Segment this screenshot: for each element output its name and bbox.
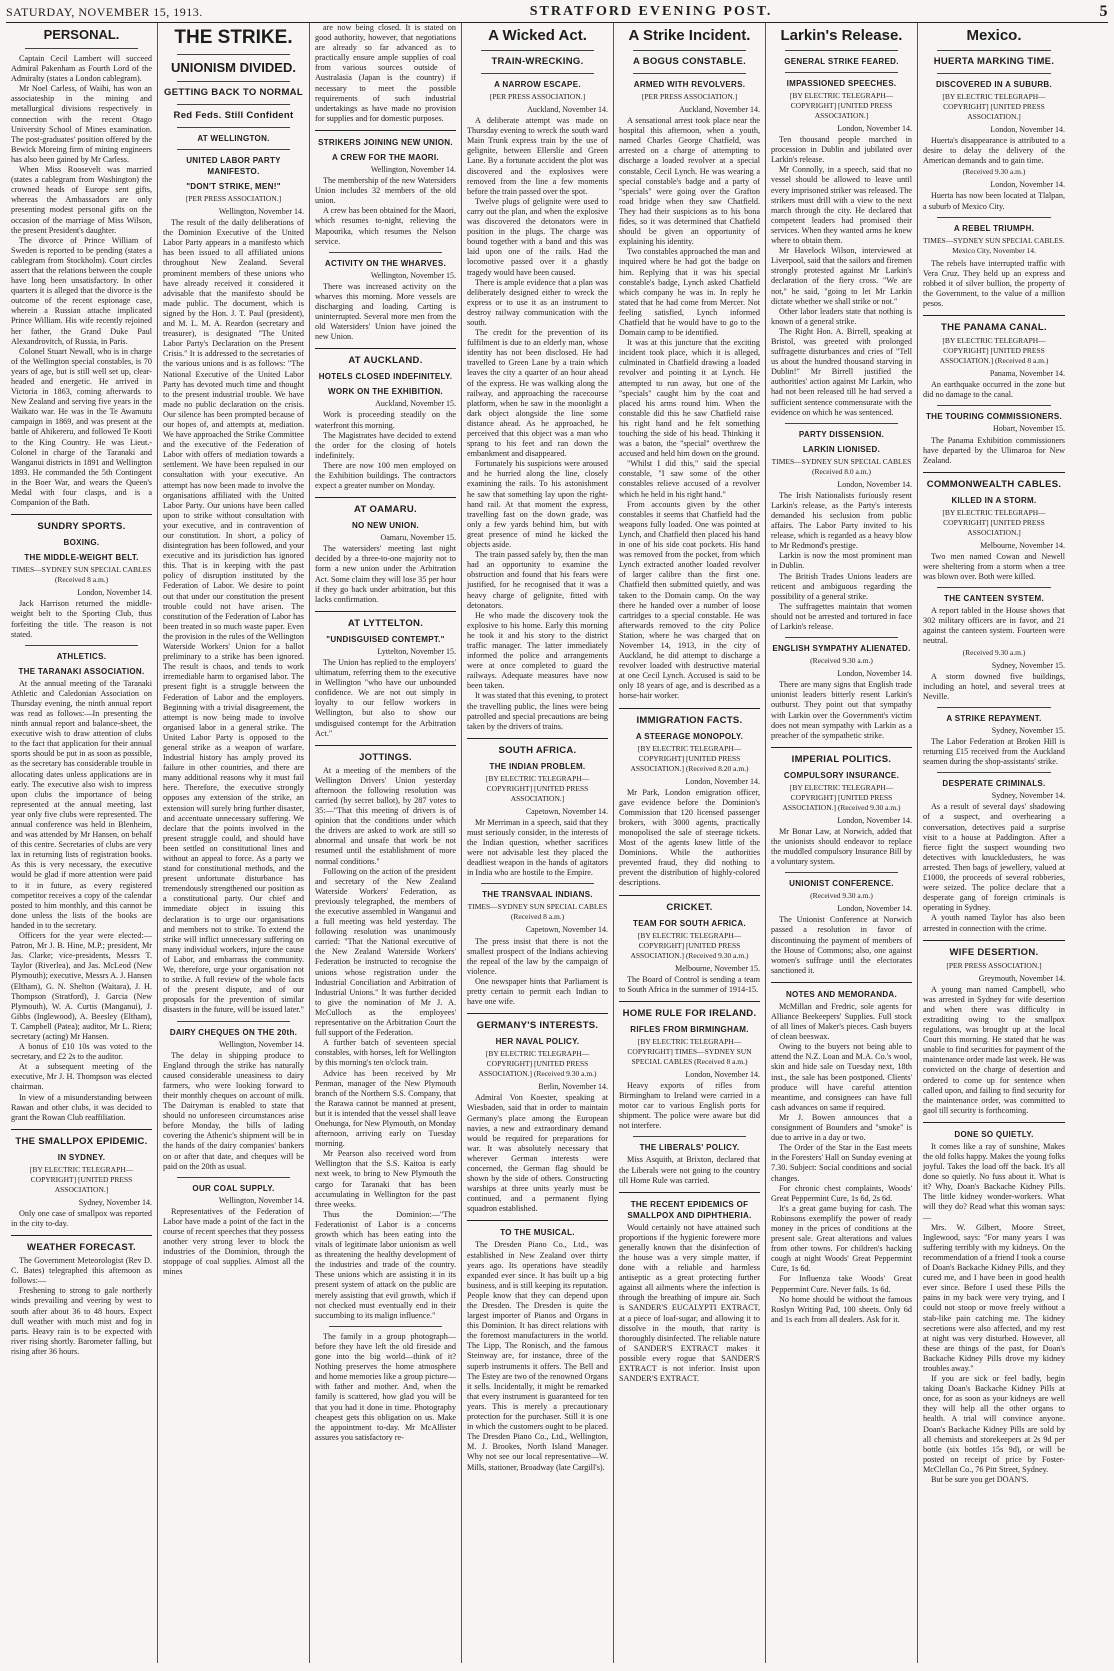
paragraph: Mr Merriman in a speech, said that they must seriously consider, in the interests of the Indian question, whether sacrifices were not advisable lest they placed the deadliest weapon in the hands of agitators in India who are hostile to the Empire. xyxy=(467,817,608,878)
headline-strike: THE STRIKE. xyxy=(174,27,293,48)
source-line: [BY ELECTRIC TELEGRAPH—COPYRIGHT] [UNITED PRESS ASSOCIATION.] (Received 9.30 a.m.) xyxy=(478,1049,597,1079)
paragraph: It comes like a ray of sunshine, Makes the old folks happy. Makes the young folks joyful. Takes the load off the back. It's all done so quietly. No fuss about it. What is it? Why, Doan's Backache Kidney Pills. The little kidney wonder-workers. What will they do? Read what this woman says:— xyxy=(923,1141,1065,1222)
paragraph: As a result of several days' shadowing of a suspect, and overhearing a conversation, detectives paid a surprise visit to a house at Paddington. After a fierce fight the suspect wounding two detectives with knuckledusters, he was arrested. Then bags of jewellery, valued at £1000, the proceeds of several robberies, were seized. The police declare that a desperate gang of foreign criminals is operating in Sydney. xyxy=(923,802,1065,913)
divider xyxy=(633,1136,746,1137)
divider xyxy=(315,745,456,746)
divider xyxy=(785,72,898,73)
paragraph: The Panama Exhibition commissioners have departed by the Ulimaroa for New Zealand. xyxy=(923,435,1065,465)
dateline: Sydney, November 14. xyxy=(991,791,1065,801)
divider xyxy=(785,637,898,638)
divider xyxy=(785,423,898,424)
paragraph: Two constables approached the man and inquired where he had got the badge on him. Replying that it was his special constable's badge, Lynch asked Chatfield which company he was in. In reply he stated that he had come from Mercer. Not feeling satisfied, Lynch informed Chatfield that he would have to go to the Domain camp to be identified. xyxy=(619,247,760,338)
divider xyxy=(177,104,290,105)
paragraph: Fortunately his suspicions were aroused and he hurried along the line, closely examining the rails. To his astonishment he saw that something lay upon the right-hand rail. At that moment the express, travelling fast on the down grade, was only a few yards behind him, but with great presence of mind he kicked the objects aside. xyxy=(467,459,608,550)
headline-germany: GERMANY'S INTERESTS. xyxy=(476,1020,599,1032)
subhead-team: TEAM FOR SOUTH AFRICA. xyxy=(633,918,746,928)
paragraph: The press insist that there is not the smallest prospect of the Indians achieving the repeal of the law by the campaign of violence. xyxy=(467,936,608,976)
paragraph: Colonel Stuart Newall, who is in charge of the Wellington special constables, is 70 years of age, but is still well set up, clear-headed and energetic. He arrived in Victoria in 1863, coming afterwards to New Zealand and serving five years in the Waikato war. He was in the Te Awamutu campaign in 1869, and was present at the battle of Ahikereru, and followed Te Kooti to the King Country. He was Lieut.-Colonel in charge of the Taranaki and Wanganui districts in 1891 and Wellington 1893. He commanded the 5th Contingent in the Boer War, and wears the Queen's Medal with four clasps, and is a Companion of the Bath. xyxy=(11,346,152,508)
paragraph: A bonus of £10 10s was voted to the secretary, and £2 2s to the auditor. xyxy=(11,1042,152,1062)
subhead-rifles: RIFLES FROM BIRMINGHAM. xyxy=(630,1024,749,1034)
page-number: 5 xyxy=(1099,3,1108,20)
paragraph: Huerta has now been located at Tlalpan, a suburb of Mexico City. xyxy=(923,191,1065,211)
paragraph: At a meeting of the members of the Wellington Drivers' Union yesterday afternoon the following resolution was carried (by secret ballot), by 287 votes to 35:—"That this meeting of drivers is of opinion that the conditions under which the drivers are asked to work are still so abnormal and unsafe that work be not resumed until the establishment of more normal conditions." xyxy=(315,765,456,866)
paragraph: are now being closed. It is stated on good authority, however, that negotiations are already so far advanced as to practically ensure ample supplies of coal from various sources outside of Australasia (Japan is the country) if necessary to meet the possible requirements of such industrial undertakings as have made no provision for supplies and for domestic purposes. xyxy=(315,23,456,123)
divider xyxy=(329,252,442,253)
paragraph: One newspaper hints that Parliament is pretty certain to permit each Indian to have one wife. xyxy=(467,976,608,1007)
subhead-liberals: THE LIBERALS' POLICY. xyxy=(639,1143,740,1153)
dateline: London, November 14. xyxy=(990,180,1065,190)
dateline: Oamaru, November 15. xyxy=(380,533,456,543)
divider xyxy=(177,1021,290,1022)
paragraph: The Right Hon. A. Birrell, speaking at Bristol, was greeted with prolonged suffragette disturbances and cries of "Tell us about the hundred thousand starving in Dublin!" Mr Birrell justified the authorities' action against Mr Larkin, who had not been released till he had served a sufficient sentence commensurate with the evidence on which he was sentenced. xyxy=(771,326,912,417)
subhead-wellington: AT WELLINGTON. xyxy=(197,134,270,143)
headline-mexico: Mexico. xyxy=(966,27,1022,44)
source-line: [BY ELECTRIC TELEGRAPH—COPYRIGHT] [UNITED PRESS ASSOCIATION.] xyxy=(29,1164,134,1194)
column-5 xyxy=(614,23,766,1663)
paragraph: Admiral Von Koester, speaking at Wiesbaden, said that in order to maintain Germany's place among the European navies, a new and extraordinary demand would be required for preparations for war. It was absolutely necessary that wherever German interests were concerned, the German flag should be shown by the side of others. Constructing warships at three units yearly must be continued, and a permanent flying squadron established. xyxy=(467,1093,608,1214)
paragraph: Mr Pearson also received word from Wellington that the S.S. Kaitoa is early next week, to bring to New Plymouth the cargo for Taranaki that has been accumulating in Wellington for the past three weeks. xyxy=(315,1149,456,1209)
paragraph: When Miss Roosevelt was married (states a cablegram from Washington) the crowned heads of Europe sent gifts, whereas the Ambassadors are only presenting modest personal gifts on the occasion of the marriage of Miss Wilson, the present President's daughter. xyxy=(11,165,152,235)
subhead-party: PARTY DISSENSION. xyxy=(798,429,885,439)
source-line: TIMES—SYDNEY SUN SPECIAL CABLES. Mexico City, November 14. xyxy=(923,235,1065,255)
paragraph: Mr Havelock Wilson, interviewed at Liverpool, said that the sailors and firemen strongly protested against Mr Larkin's declaration of the fiery cross. "We are not," he said, "going to let Mr Larkin dictate whether we shall strike or not." xyxy=(771,246,912,306)
headline-larkin: Larkin's Release. xyxy=(780,27,903,44)
column-6 xyxy=(766,23,918,1663)
column-1 xyxy=(6,23,158,1663)
paragraph: An earthquake occurred in the zone but did no damage to the canal. xyxy=(923,380,1065,400)
divider xyxy=(785,872,898,873)
paragraph: Huerta's disappearance is attributed to a desire to delay the delivery of the American demands and to gain time. xyxy=(923,136,1065,166)
headline-getting-back: GETTING BACK TO NORMAL xyxy=(164,87,303,98)
dateline: Melbourne, November 14. xyxy=(980,540,1065,550)
headline-personal: PERSONAL. xyxy=(43,27,120,42)
paragraph: The Irish Nationalists furiously resent Larkin's release, as the Party's interests demanded his seclusion from public affairs. The Labor Party invited to his release, which is regarded as a heavy blow to Mr Redmond's prestige. xyxy=(771,490,912,551)
dateline: Sydney, November 14. xyxy=(78,1197,152,1207)
divider xyxy=(315,130,456,131)
column-4 xyxy=(462,23,614,1663)
subhead-taranaki: THE TARANAKI ASSOCIATION. xyxy=(18,666,145,676)
paragraph: Mr J. Bowen announces that a consignment of Bounders and "smoke" is due to arrive in a day or two. xyxy=(771,1112,912,1143)
issue-date: SATURDAY, NOVEMBER 15, 1913. xyxy=(6,4,203,19)
divider xyxy=(619,1192,760,1193)
divider xyxy=(937,587,1051,588)
subhead-athletics: ATHLETICS. xyxy=(56,651,107,661)
paragraph: Mr Connolly, in a speech, said that no vessel should be allowed to leave until every imprisoned striker was released. The strikers must drill with a view to the next march through the city. He declared that competent leaders had promised their services. When they wanted arms he knew where to obtain them. xyxy=(771,165,912,246)
source-line: [BY ELECTRIC TELEGRAPH—COPYRIGHT] [UNITED PRESS ASSOCIATION.] xyxy=(789,91,894,120)
paragraph: A young man named Campbell, who was arrested in Sydney for wife desertion and when there was difficulty in extraditing owing to the smallpox regulations, was brought up at the local Court this morning. He stated that he was unable to find securities for payment of the maintenance order made last week. He was convicted on the charge of desertion and ordered to come up for sentence when called upon, and failing to find security for the maintenance order, was committed to gaol till security is forthcoming. xyxy=(923,984,1065,1115)
paragraph: Twelve plugs of gelignite were used to carry out the plan, and when the explosive was discovered the detonators were in position in the plugs. The charge was bound together with a band and this was laid upon one of the rails. Had the locomotive passed over it a ghastly tragedy would have been caused. xyxy=(467,196,608,277)
divider xyxy=(467,1013,608,1014)
paragraph: Ten thousand people marched in procession in Dublin and jubilated over Larkin's release. xyxy=(771,135,912,165)
paragraph: A deliberate attempt was made on Thursday evening to wreck the south ward Main Trunk express train by the use of gelignite, between Ellerslie and Green Lane. By a fortunate accident the plot was discovered and the explosives were removed from the line a few moments before the train passed over the spot. xyxy=(467,116,608,196)
headline-south-africa: SOUTH AFRICA. xyxy=(498,744,577,756)
source-line: [BY ELECTRIC TELEGRAPH—COPYRIGHT] [UNITED PRESS ASSOCIATION.] (Received 8 a.m.) xyxy=(939,336,1049,366)
divider xyxy=(923,940,1065,941)
paragraph: Mr Noel Carless, of Waihi, has won an associateship in the mining and metallurgical divisions respectively in connection with the recent Otago University School of Mines examination. The post-graduates' position offered by the Bewick Moreing firm of mining engineers has also been gained by Mr Carless. xyxy=(11,84,152,164)
source-line: [PER PRESS ASSOCIATION.] xyxy=(185,194,282,203)
columns xyxy=(6,23,1108,1663)
subhead-hotels: HOTELS CLOSED INDEFINITELY. xyxy=(318,372,453,382)
divider xyxy=(177,54,290,55)
paragraph: There was increased activity on the wharves this morning. More vessels are discharging and loading. Carting is uninterrupted. Several more men from the old Watersiders' Union have joined the new Union. xyxy=(315,281,456,342)
headline-wife-desertion: WIFE DESERTION. xyxy=(949,946,1039,958)
subhead-musical: TO THE MUSICAL. xyxy=(500,1228,575,1238)
headline-huerta: HUERTA MARKING TIME. xyxy=(933,56,1055,67)
dateline: Capetown, November 14. xyxy=(525,925,608,935)
headline-cricket: CRICKET. xyxy=(666,901,713,913)
source-line: [BY ELECTRIC TELEGRAPH—COPYRIGHT] [UNITED PRESS ASSOCIATION.] (Received 9.30 a.m.) xyxy=(630,930,749,960)
divider xyxy=(633,50,746,51)
paragraph: It was at this juncture that the exciting incident took place, which it is alleged, culminated in Chatfield drawing a loaded revolver and pointing it at Lynch. He attempted to run away, but one of the "specials" caught him by the coat and placed his arms round him. When the constable did this he saw Chatfield raise his right hand and he felt something touching the side of his head. Thinking it was a baton, the "special" overthrew the accused and held him down on the ground. xyxy=(619,338,760,459)
dateline: Hobart, November 15. xyxy=(993,424,1065,434)
subhead-killed: KILLED IN A STORM. xyxy=(951,495,1037,505)
dateline: London, November 14. xyxy=(685,776,760,786)
paragraph: The credit for the prevention of its fulfilment is due to an elderly man, whose identity has not been disclosed. He had travelled to Green Lane by a train which leaves the city a quarter of an hour ahead of the express. He was walking along the railway, and approaching the racecourse platform, when he saw in the moonlight a dark object alongside the line some distance ahead. As he approached, he perceived that this object was a man who sprang to his feet and ran down the embankment and disappeared. xyxy=(467,328,608,459)
received-line: (Received 9.30 a.m.) xyxy=(962,167,1026,177)
source-line: TIMES—SYDNEY SUN SPECIAL CABLES (Received 8 a.m.) xyxy=(467,902,608,922)
divider xyxy=(771,747,912,748)
headline-weather: WEATHER FORECAST. xyxy=(27,1242,136,1254)
headline-red-feds: Red Feds. Still Confident xyxy=(173,110,294,121)
headline-sports: SUNDRY SPORTS. xyxy=(37,521,126,533)
paragraph: For chronic chest complaints, Woods' Great Peppermint Cure, 1s 6d, 2s 6d. xyxy=(771,1183,912,1203)
subhead-unionist: UNIONIST CONFERENCE. xyxy=(789,879,894,889)
dateline: Auckland, November 15. xyxy=(375,399,456,409)
subhead-done-quietly: DONE SO QUIETLY. xyxy=(954,1129,1034,1139)
paragraph: Advice has been received by Mr Penman, manager of the New Plymouth branch of the Northern S.S. Company, that the Rarawa cannot be manned at present, but it is intended that the vessel shall leave Onehunga, for New Plymouth, on Monday afternoon, arriving early on Tuesday morning. xyxy=(315,1068,456,1149)
headline-train-wrecking: TRAIN-WRECKING. xyxy=(491,56,584,67)
paragraph: Officers for the year were elected:—Patron, Mr J. B. Hine, M.P.; president, Mr Jas. Clarke; vice-presidents, Messrs T. Taylor (Riverlea), and Jas. McLeod (New Plymouth); executive, Messrs A. J. Hansen (Eltham), G. N. Shelton (Waitara), J. H. Thompson (Stratford), J. Garcia (New Plymouth), W. A. Curtis (Manganui), J. Gibbs (Inglewood), A. Beesley (Eltham), T. Campbell (Patea); auditor, Mr L. Riera; secretary (acting) Mr Hansen. xyxy=(11,931,152,1041)
headline-bogus-constable: A BOGUS CONSTABLE. xyxy=(632,56,747,67)
subhead-notes: NOTES AND MEMORANDA. xyxy=(785,989,898,999)
paragraph: The rebels have interrupted traffic with Vera Cruz. They held up an express and robbed it of silver bullion, the property of the Government, to the value of a million pesos. xyxy=(923,258,1065,309)
paragraph: Only one case of smallpox was reported in the city to-day. xyxy=(11,1208,152,1228)
dateline: Greymouth, November 14. xyxy=(978,973,1065,983)
paragraph: Following on the action of the president and secretary of the New Zealand Waterside Workers' Federation, as previously telegraphed, the members of the executive assembled in Wanganui and a full meeting was held yesterday. The following resolution was unanimously carried: "That the National executive of the New Zealand Waterside Workers' Federation be instructed to recognise the unions whose registration under the Industrial Conciliation and Arbitration of Industrial Unions." It was further decided to give the nomination of Mr J. A. McCulloch as the employees' representative on the Arbitration Court the full support of the Federation. xyxy=(315,866,456,1038)
divider xyxy=(937,772,1051,773)
headline-immigration: IMMIGRATION FACTS. xyxy=(636,714,743,726)
paragraph: The Government Meteorologist (Rev D. C. Bates) telegraphed this afternoon as follows:— xyxy=(11,1256,152,1286)
divider xyxy=(923,472,1065,473)
column-7 xyxy=(918,23,1070,1663)
divider xyxy=(923,1122,1065,1123)
divider xyxy=(315,348,456,349)
divider xyxy=(315,497,456,498)
paragraph: The membership of the new Watersiders Union includes 32 members of the old union. xyxy=(315,176,456,206)
dateline: London, November 14. xyxy=(837,479,912,489)
paragraph: A further batch of seventeen special constables, with horses, left for Wellington by this morning's ten o'clock train. xyxy=(315,1038,456,1068)
column-2 xyxy=(158,23,310,1663)
subhead-canteen: THE CANTEEN SYSTEM. xyxy=(944,594,1044,604)
paragraph: Heavy exports of rifles from Birmingham to Ireland were carried in a motor car to various English ports for shipment. The police were aware but did not interfere. xyxy=(619,1080,760,1131)
headline-lyttelton: AT LYTTELTON. xyxy=(347,617,424,629)
paragraph: In view of a misunderstanding between Rawan and other clubs, it was decided to grant the Rowan Club reaffiliation. xyxy=(11,1092,152,1122)
dateline: Berlin, November 14. xyxy=(538,1082,608,1092)
divider xyxy=(25,48,138,49)
subhead-sympathy: ENGLISH SYMPATHY ALIENATED. xyxy=(772,644,911,654)
paragraph: Owing to the buyers not being able to attend the N.Z. Loan and M.A. Co.'s wool, skin and hide sale on Tuesday next, 18th inst., the sale has been postponed. Clients' produce will have careful attention meantime, and consignees can have full cash advances on same if required. xyxy=(771,1042,912,1112)
paragraph: But be sure you get DOAN'S. xyxy=(931,1475,1029,1484)
divider xyxy=(177,149,290,150)
paragraph: The result of the daily deliberations of the Dominion Executive of the United Labor Party appears in a manifesto which has been issued to all affiliated unions throughout New Zealand. Several prominent members of these unions who have already received it considered it advisable that the manifesto should be made public. The document, which is signed by the Hon. J. T. Paul (president), and M. L. M. A. Reardon (secretary and treasurer), is designated "The United Labor Party's Declaration on the Present Crisis." It is addressed to the secretaries of the various unions and is as follows: "The National Executive of the United Labor Party has devoted much time and thought to the present industrial trouble. We have made no public declaration on the crisis. Our silence has been prompted because of our hopes of, and attempts at, mediation. We have approached the Strike Committee and the executive of the Federation of Labor with offers of mediation towards a settlement. We have been repulsed in our consultation with your executive. An attempt has now been made to involve the organisations affiliated with the United Labor Party. Our unions have been called upon to strike without consultation with your executive, and in contravention of our constitution. In short, a policy of disintegration has been followed, and your executive and its jurisdiction has ignored this. That is in keeping with the past policy of disruption instituted by the Federation of Labor. We desire to point out that under our constitution the present trouble could not have arisen. The constitution of the Federation of Labor has been treated in so much waste paper. Even the provision in the rules of the Wellington Waterside Workers' Union for a ballot preliminary to a strike has been ignored. The result is chaos, and tends to work irremediable harm to organised labor. The present fight is a struggle between the Federation of Labor and the employers. Beginning with a trivial disagreement, the attempt is now being made to involve organised labor in a general strike. The United Labor Party is opposed to the general strike as a weapon of warfare. Industrial history has amply proved its failure in other countries, and there are many additional reasons why it must fail here. Therefore, the executive strongly opposes any extension of the strike, an extension will surely bring further disaster, and accentuate unnecessary suffering. We declare that the points involved in the present struggle could, and should have been settled on constitutional lines and without an appeal to force. As a party we stand for constitutional methods, and the present unfortunate disturbance has tremendously strengthened our position as a constitutional party. Our chief and immediate object in issuing this declaration is to urge our organisations and members not to strike. To extend the strike will inflict unnecessary suffering on many individual workers, injure the cause of Labor, and embarrass the community. We, therefore, urge your organisation not to strike. A full review of the whole facts of the present dispute, and of our proposals for the prevention of similar disasters in the future, will be issued later." xyxy=(163,218,304,1015)
dateline: Capetown, November 14. xyxy=(525,806,608,816)
dateline: London, November 14. xyxy=(837,904,912,914)
paragraph: The delay in shipping produce to England through the strike has naturally caused considerable uneasiness to dairy farmers, who were looking forward to their monthly cheques on account of milk. The Dairyman is enabled to state that should no unforeseen circumstances arise before Monday, the bills of lading covering the Athenic's shipment will be in the hands of the dairy companies' bankers on or after that date, and cheques will be paid on the 20th as usual. xyxy=(163,1050,304,1171)
subhead-naval: HER NAVAL POLICY. xyxy=(495,1037,580,1047)
subhead-work: WORK ON THE EXHIBITION. xyxy=(328,387,443,397)
paragraph: The family in a group photograph—before they have left the old fireside and gone into the big world—think of it? Nothing preserves the home atmosphere and home memories like a group picture—with father and mother. And, when the family is scattered, how glad you will be that you had it done in time. Photography cheapest gets this obligation on us. Make the appointment to-day. Mr McAllister assures you satisfactory re- xyxy=(315,1331,456,1442)
paragraph: The divorce of Prince William of Sweden is reported to be pending (states a cablegram from Stockholm). Court circles assert that the relations between the couple have long been unsatisfactory. In other quarters it is alleged that the divorce is the outcome of the recent espionage case, wherein a Russian attache implicated Prince William. His wife recently rejoined her father, the Grand Duke Paul Alexandrovitch, of Russia, in Paris. xyxy=(11,235,152,346)
headline-oamaru: AT OAMARU. xyxy=(354,504,417,516)
paragraph: There are now 100 men employed on the Exhibition buildings. The contractors expect a greater number on Monday. xyxy=(315,460,456,491)
divider xyxy=(937,217,1051,218)
paragraph: Freshening to strong to gale northerly winds prevailing and veering by west to south after about 36 to 48 hours. Expect dull weather with much mist and fog in parts. Heavy rain is to be expected with river rising shortly. Barometer falling, but rising after 36 hours. xyxy=(11,1286,152,1356)
subhead-activity: ACTIVITY ON THE WHARVES. xyxy=(324,258,447,268)
dateline: London, November 14. xyxy=(837,124,912,133)
dateline: Sydney, November 15. xyxy=(991,660,1065,670)
paragraph: From accounts given by the other constables it seems that Chatfield had the weapons fully loaded. One was pointed at Lynch, and Chatfield then placed his hand in one of his side coat pockets. His hand was removed from the pocket, from which Lynch extracted another loaded revolver of larger calibre than the first one. Chatfield then submitted quietly, and was taken to the Domain camp. On the way there he handed over a number of loose cartridges to a special constable. He was afterwards removed to the city Police Station, where he was charged that on November 14, 1913, in the city of Auckland, he did attempt to discharge a revolver loaded with destructive material at one Cecil Lynch. Accused is said to be only 18 years of age, and is described as a horse-hair worker. xyxy=(619,499,760,701)
subhead-epidemics: THE RECENT EPIDEMICS OF SMALLPOX AND DIPHTHERIA. xyxy=(627,1199,752,1220)
source-line: TIMES—SYDNEY SUN SPECIAL CABLES (Received 8.0 a.m.) xyxy=(771,456,912,476)
source-line: [BY ELECTRIC TELEGRAPH—COPYRIGHT] TIMES—SYDNEY SUN SPECIAL CABLES (Received 8 a.m.) xyxy=(627,1036,752,1066)
paragraph: The Dresden Piano Co., Ltd., was established in New Zealand over thirty years ago. Its operations have steadily expanded ever since. It has built up a big business, and is still keeping its reputation. People know that they can depend upon the Dresden. The Dresden is quite the largest importer of Pianos and Organs in this Dominion. It has direct relations with the foremost manufacturers in the world. The Lipp, The Ronisch, and the famous Steinway are, for instance, three of the superb instruments it offers. The Bell and The Estey are two of the renowned Organs it sells. Incidentally, it might be remarked that every instrument is guaranteed for ten years. This is merely a precautionary protection for the purchaser. Still it is one in which the customers ought to be placed. The Dresden Piano Co., Ltd., Wellington, M. J. Brookes, North Island Manager. Why not see our local representative—W. Mills, stationer, Broadway (late Cargill's). xyxy=(467,1240,608,1472)
masthead xyxy=(6,4,1108,20)
paragraph: It's a great game buying for cash. The Robinsons exemplify the power of ready money in the prices of conditions at the present sale. Great alterations and values from other towns. For children's hacking cough at night Woods' Great Peppermint Cure, 1s 6d. xyxy=(771,1203,912,1274)
paragraph: If you are sick or feel badly, begin taking Doan's Backache Kidney Pills at once, for as soon as your kidneys are well they will help all the other organs to health. A trial will convince anyone. Doan's Backache Kidney Pills are sold by all chemists and storekeepers at 2s 9d per bottle (six bottles 15s 9d), or will be posted on receipt of price by Foster-McClellan Co., 76 Pitt Street, Sydney. xyxy=(923,1374,1065,1474)
paragraph: A report tabled in the House shows that 302 military officers are in favor, and 21 against the canteen system. Fourteen were neutral. xyxy=(923,606,1065,646)
paragraph: Work is proceeding steadily on the waterfront this morning. xyxy=(315,410,456,430)
paragraph: A sensational arrest took place near the hospital this afternoon, when a youth, named Charles George Chatfield, was arrested on a charge of attempting to discharge a loaded revolver at a special constable, Cecil Lynch. He was wearing a special constable's badge and a party of "specials" were going over the Grafton road bridge when they saw Chatfield. They had their suspicions as to his bona fides, so it was determined that Chatfield should be given an opportunity of explaining his identity. xyxy=(619,116,760,247)
divider xyxy=(633,73,746,74)
dateline: London, November 14. xyxy=(77,588,152,598)
divider xyxy=(329,1326,442,1327)
source-line: [BY ELECTRIC TELEGRAPH—COPYRIGHT] [UNITED PRESS ASSOCIATION.] xyxy=(942,92,1046,121)
divider xyxy=(467,1220,608,1221)
divider xyxy=(11,514,152,515)
subhead-indian-problem: THE INDIAN PROBLEM. xyxy=(489,761,586,771)
paragraph: Jack Harrison returned the middle-weight belt to the Sporting Club, thus forfeiting the title. The reason is not stated. xyxy=(11,599,152,639)
source-line: [PER PRESS ASSOCIATION.] xyxy=(946,960,1042,970)
paragraph: The watersiders' meeting last night decided by a three-to-one majority not to form a new union under the Arbitration Act. Some claim they will lose 35 per hour if they go back under arbitration, but this lacks confirmation. xyxy=(315,544,456,604)
source-line: TIMES—SYDNEY SUN SPECIAL CABLES (Received 8 a.m.) xyxy=(11,565,152,585)
paragraph: Mr Park, London emigration officer, gave evidence before the Dominion's Commission that 120 licensed passenger brokers, with 3000 agents, practically monopolised the sale of steerage tickets. Most of the agents knew little of the Dominions. While the authorities prevented fraud, they did nothing to prevent the distribution of highly-colored descriptions. xyxy=(619,787,760,888)
headline-wicked-act: A Wicked Act. xyxy=(488,27,587,44)
divider xyxy=(11,1235,152,1236)
subhead-impassioned: IMPASSIONED SPEECHES. xyxy=(786,79,897,88)
subhead-lionised: LARKIN LIONISED. xyxy=(802,444,881,454)
subhead-general-strike: GENERAL STRIKE FEARED. xyxy=(784,57,899,66)
subhead-ulp: UNITED LABOR PARTY MANIFESTO. xyxy=(186,156,281,176)
divider xyxy=(937,405,1051,406)
subhead-dont-strike: "DON'T STRIKE, MEN!" xyxy=(186,182,281,191)
subhead-narrow-escape: A NARROW ESCAPE. xyxy=(494,80,581,89)
paragraph: The Order of the Star in the East meets in the Foresters' Hall on Sunday evening at 7.30. Subject: Social conditions and social changes. xyxy=(771,1143,912,1183)
paragraph: Larkin is now the most prominent man in Dublin. xyxy=(771,551,912,571)
source-line: [PER PRESS ASSOCIATION.] xyxy=(641,92,738,101)
dateline: Wellington, November 14. xyxy=(218,207,304,216)
paragraph: Thus the Dominion:—"The Federationist of Labor is a concerns growth which has been eating into the vitals of legitimate labor unionism as well as threatening the healthy development of the industries and trade of the country. These unions which are assisting it in its present system of attack on the public are merely assisting that evil growth, which if not checked must eventually end in their succumbing to its malign influence." xyxy=(315,1209,456,1320)
dateline: Auckland, November 14. xyxy=(527,105,608,114)
divider xyxy=(481,73,594,74)
subhead-desperate: DESPERATE CRIMINALS. xyxy=(942,779,1046,789)
source-line: [BY ELECTRIC TELEGRAPH—COPYRIGHT] [UNITED PRESS ASSOCIATION.] (Received 9.30 a.m.) xyxy=(782,782,901,812)
paragraph: Two men named Cowan and Newell were sheltering from a storm when a tree was blown over. Both were killed. xyxy=(923,551,1065,582)
column-3 xyxy=(310,23,462,1663)
divider xyxy=(467,738,608,739)
headline-strike-incident: A Strike Incident. xyxy=(628,27,751,44)
divider xyxy=(177,81,290,82)
source-line: [PER PRESS ASSOCIATION.] xyxy=(489,92,586,101)
paragraph: The Board of Control is sending a team to South Africa in the summer of 1914-15. xyxy=(619,974,760,994)
paragraph: Captain Cecil Lambert will succeed Admiral Pakenham as Fourth Lord of the Admiralty (states a London cablegram). xyxy=(11,54,152,84)
dateline: Wellington, November 14. xyxy=(370,164,456,174)
paragraph: Mrs. W. Gilbert, Moore Street, Inglewood, says: "For many years I was suffering terribly with my kidneys. On the recommendation of a friend I took a course of Doan's Backache Kidney Pills, and they cured me, and I have been in good health ever since. Before I used these Pills the pains in my back were very trying, and I could not stoop or move freely without a stab-like pain catching me. The kidney secretions were also affected, and my rest at night was very disturbed. However, all these are things of the past, for Doan's Backache Kidney Pills drove my kidney troubles away." xyxy=(923,1222,1065,1373)
paragraph: It was stated that this evening, to protect the travelling public, the lines were being patrolled and special precautions are being taken by the drivers of trains. xyxy=(467,691,608,731)
divider xyxy=(11,1129,152,1130)
subhead-strikers: STRIKERS JOINING NEW UNION. xyxy=(318,137,453,147)
subhead-steerage: A STEERAGE MONOPOLY. xyxy=(635,731,744,741)
dateline: Sydney, November 15. xyxy=(991,725,1065,735)
received-line: (Received 9.30 a.m.) xyxy=(962,647,1026,657)
divider xyxy=(177,127,290,128)
dateline: London, November 14. xyxy=(837,669,912,679)
subhead-discovered: DISCOVERED IN A SUBURB. xyxy=(935,80,1053,89)
headline-smallpox: THE SMALLPOX EPIDEMIC. xyxy=(15,1135,148,1147)
paragraph: He who made the discovery took the explosive to his home. Early this morning he took it and his story to the district traffic manager. The latter immediately informed the police and arrangements were at once completed to guard the railways. Adequate measures have now been taken. xyxy=(467,610,608,691)
divider xyxy=(481,883,594,884)
subhead-no-new-union: NO NEW UNION. xyxy=(351,521,419,531)
source-line: (Received 9.30 a.m.) xyxy=(810,891,873,901)
dateline: Melbourne, November 15. xyxy=(675,963,760,973)
paragraph: Would certainly not have attained such proportions if the hygienic forewere more generally known that the disinfection of the house was a very simple matter, if done with a reliable and harmless antiseptic as a great protecting further against all ailments where the infection is through the breathing of impure air. Such is SANDER'S EUCALYPTI EXTRACT, at a piece of loaf-sugar, and allowing it to dissolve in the mouth, that rarity is thoroughly disinfected. The reliable nature of SANDER'S EXTRACT makes it possible every rogue that SANDER'S EXTRACT is not inferior. Insist upon SANDER'S EXTRACT. xyxy=(619,1222,760,1384)
headline-commonwealth: COMMONWEALTH CABLES. xyxy=(926,478,1062,490)
dateline: London, November 14. xyxy=(837,815,912,825)
subhead-coal: OUR COAL SUPPLY. xyxy=(192,1183,275,1193)
divider xyxy=(785,50,898,51)
subhead-middleweight: THE MIDDLE-WEIGHT BELT. xyxy=(24,553,139,563)
paragraph: The British Trades Unions leaders are reticent and ambiguous regarding the possibility of a general strike. xyxy=(771,571,912,601)
subhead-rebel: A REBEL TRIUMPH. xyxy=(953,223,1035,233)
divider xyxy=(619,895,760,896)
paragraph: A storm downed five buildings, including an hotel, and several trees at Neville. xyxy=(923,671,1065,701)
divider xyxy=(923,315,1065,316)
divider xyxy=(619,708,760,709)
subhead-repayment: A STRIKE REPAYMENT. xyxy=(946,713,1042,723)
paragraph: Miss Asquith, at Brixton, declared that the Liberals were not going to the country till Home Rule was carried. xyxy=(619,1155,760,1185)
paragraph: No home should be without the famous Roslyn Writing Pad, 100 sheets. Only 6d and 1s each from all dealers. Ask for it. xyxy=(771,1294,912,1324)
paragraph: There are many signs that English trade unionist leaders bitterly resent Larkin's outburst. They point out that sympathy with Larkin over the Government's victim does not mean sympathy with Larkin as a preacher of the sympathetic strike. xyxy=(771,680,912,740)
paragraph: Representatives of the Federation of Labor have made a point of the fact in the course of recent speeches that they possess another very strong lever to block the industries of the Dominion, through the stoppage of coal supplies. Almost all the mines xyxy=(163,1206,304,1277)
dateline: London, November 14. xyxy=(990,125,1065,134)
dateline: Wellington, November 14. xyxy=(218,1039,304,1049)
dateline: Auckland, November 14. xyxy=(679,105,760,114)
paragraph: For Influenza take Woods' Great Peppermint Cure. Never fails. 1s 6d. xyxy=(771,1274,912,1294)
paragraph: Mr Bonar Law, at Norwich, added that the unionists should endeavor to replace the muddled compulsory Insurance Bill by a voluntary system. xyxy=(771,826,912,867)
paragraph: A crew has been obtained for the Maori, which resumes to-night, relieving the Mapourika, which resumes the Nelson service. xyxy=(315,206,456,246)
divider xyxy=(177,1177,290,1178)
divider xyxy=(937,707,1051,708)
headline-imperial: IMPERIAL POLITICS. xyxy=(791,753,892,765)
dateline: London, November 14. xyxy=(685,1069,760,1079)
paragraph: The Unionist Conference at Norwich passed a resolution in favor of discontinuing the payment of members of the House of Commons; also, one against women's suffrage until the electorates sanctioned it. xyxy=(771,915,912,975)
subhead-sydney: IN SYDNEY. xyxy=(57,1152,106,1162)
divider xyxy=(937,73,1051,74)
headline-unionism: UNIONISM DIVIDED. xyxy=(171,60,296,75)
subhead-armed: ARMED WITH REVOLVERS. xyxy=(633,80,746,89)
divider xyxy=(481,50,594,51)
paragraph: The Magistrates have decided to extend the order for the closing of hotels indefinitely. xyxy=(315,430,456,460)
paragraph: Other labor leaders state that nothing is known of a general strike. xyxy=(771,306,912,326)
paper-title: STRATFORD EVENING POST. xyxy=(529,4,773,19)
source-line: [BY ELECTRIC TELEGRAPH—COPYRIGHT] [UNITED PRESS ASSOCIATION.] xyxy=(485,773,590,803)
divider xyxy=(25,645,138,646)
subhead-crew: A CREW FOR THE MAORI. xyxy=(332,152,439,162)
headline-jottings: JOTTINGS. xyxy=(359,751,412,763)
subhead-compulsory: COMPULSORY INSURANCE. xyxy=(783,770,900,780)
paragraph: There is ample evidence that a plan was deliberately designed either to wreck the express or to use it as an instrument to destroy railway communication with the south. xyxy=(467,277,608,327)
headline-panama: THE PANAMA CANAL. xyxy=(941,322,1047,334)
headline-auckland: AT AUCKLAND. xyxy=(348,355,423,367)
source-line: [BY ELECTRIC TELEGRAPH—COPYRIGHT] [UNITED PRESS ASSOCIATION.] xyxy=(942,507,1046,537)
subhead-dairy: DAIRY CHEQUES ON THE 20th. xyxy=(169,1027,298,1037)
dateline: Wellington, November 14. xyxy=(218,1195,304,1205)
dateline: Panama, November 14. xyxy=(989,369,1065,379)
subhead-touring: THE TOURING COMMISSIONERS. xyxy=(925,412,1063,422)
headline-home-rule: HOME RULE FOR IRELAND. xyxy=(622,1007,757,1019)
paragraph: At the annual meeting of the Taranaki Athletic and Caledonian Association on Thursday evening, the ninth annual report was read as follows:—In presenting the ninth annual report and balance-sheet, the executive wish to draw attention of clubs to the fact that application for their annual sports should be put in as soon as possible, as the secretary has considerable trouble in allocating dates unless applications are in early. The executive also wish to impress upon clubs the importance of being represented at the annual meeting, last year only five clubs were represented. The annual conference was held in Blenheim, and was attended by Mr Hansen, on behalf of this centre. Secretaries of clubs are very lax in returning lists of registration books. As this is very necessary, the executive would be glad if more attention were paid to it in future, as every registered competitor receives a copy of the calendar posted to him monthly, and this cannot be done unless the lists of the books are handed in to the secretary. xyxy=(11,678,152,930)
paragraph: "Whilst I did this," said the special constable, "I saw some of the other constables relieve accused of a revolver which he held in his right hand." xyxy=(619,459,760,499)
subhead-undisguised: "UNDISGUISED CONTEMPT." xyxy=(326,634,445,644)
divider xyxy=(315,611,456,612)
divider xyxy=(771,982,912,983)
paragraph: The Labor Federation at Broken Hill is returning £15 received from the Auckland seamen during the shop-assistants' strike. xyxy=(923,737,1065,767)
dateline: Lyttelton, November 15. xyxy=(377,646,456,656)
paragraph: McMillan and Fredric, sole agents for Alliance Beekeepers' Supplies. Full stock of all lines of Maker's pieces. Cash buyers of clean beeswax. xyxy=(771,1001,912,1042)
source-line: [BY ELECTRIC TELEGRAPH—COPYRIGHT] [UNITED PRESS ASSOCIATION.] (Received 8.20 a.m.) xyxy=(630,743,749,773)
subhead-boxing: BOXING. xyxy=(63,538,100,548)
paragraph: At a subsequent meeting of the executive, Mr J. H. Thompson was elected chairman. xyxy=(11,1062,152,1092)
divider xyxy=(937,50,1051,51)
dateline: Wellington, November 15. xyxy=(370,270,456,280)
subhead-transvaal: THE TRANSVAAL INDIANS. xyxy=(482,890,593,900)
paragraph: The train passed safely by, then the man had an opportunity to examine the obstruction and found that his fears were justified, for he recognised that it was a heavy charge of gelignite, fitted with detonators. xyxy=(467,550,608,610)
paragraph: A youth named Taylor has also been arrested in connection with the crime. xyxy=(923,913,1065,933)
source-line: (Received 9.30 a.m.) xyxy=(810,656,873,666)
divider xyxy=(619,1001,760,1002)
paragraph: The suffragettes maintain that women should not be arrested and tortured in face of Larkin's release. xyxy=(771,601,912,632)
paragraph: The Union has replied to the employers' ultimatum, referring them to the executive in Wellington "who have our unbounded confidence. We are not out simply in loyalty to our fellow workers in Wellington, but also to show our undisguised contempt for the Arbitration Act." xyxy=(315,657,456,738)
